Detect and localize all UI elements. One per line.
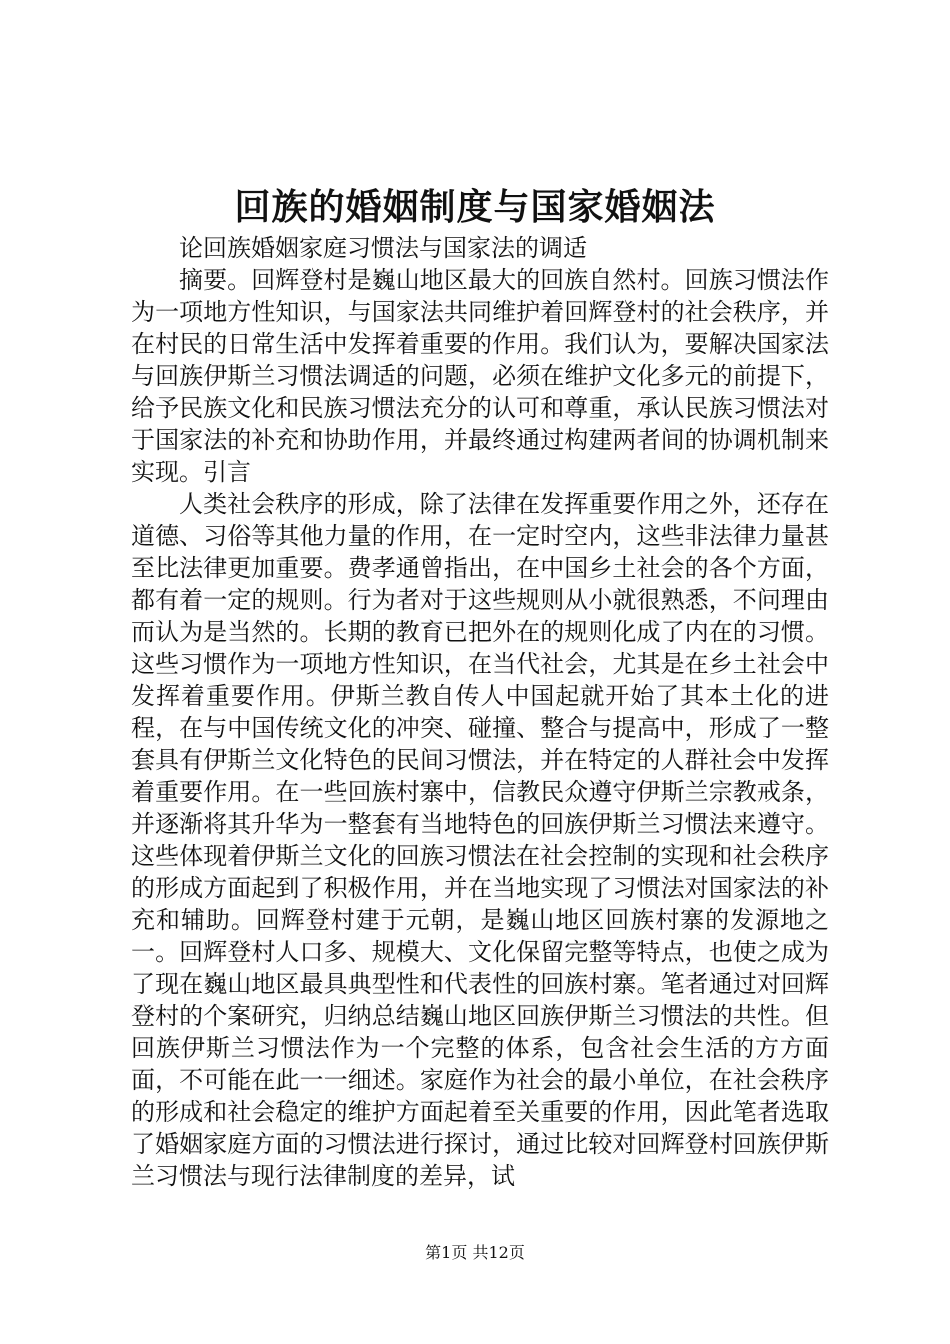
document-body xyxy=(131,232,829,1192)
document-title: 回族的婚姻制度与国家婚姻法 xyxy=(234,187,716,228)
page-total: 共12页 xyxy=(472,1243,525,1262)
page-footer xyxy=(0,1242,950,1264)
page-number: 第1页 xyxy=(425,1243,468,1262)
subtitle-paragraph: 论回族婚姻家庭习惯法与国家法的调适 xyxy=(179,234,587,262)
body-paragraph: 人类社会秩序的形成，除了法律在发挥重要作用之外，还存在道德、习俗等其他力量的作用，在一定时空内，这些非法律力量甚至比法律更加重要。费孝通曾指出，在中国乡土社会的各个方面，都有着一定的规则。行为者对于这些规则从小就很熟悉，不问理由而认为是当然的。长期的教育已把外在的规则化成了内在的习惯。这些习惯作为一项地方性知识，在当代社会，尤其是在乡土社会中发挥着重要作用。伊斯兰教自传人中国起就开始了其本土化的进程，在与中国传统文化的冲突、碰撞、整合与提高中，形成了一整套具有伊斯兰文化特色的民间习惯法，并在特定的人群社会中发挥着重要作用。在一些回族村寨中，信教民众遵守伊斯兰宗教戒条，并逐渐将其升华为一整套有当地特色的回族伊斯兰习惯法来遵守。这些体现着伊斯兰文化的回族习惯法在社会控制的实现和社会秩序的形成方面起到了积极作用，并在当地实现了习惯法对国家法的补充和辅助。回辉登村建于元朝，是巍山地区回族村寨的发源地之一。回辉登村人口多、规模大、文化保留完整等特点，也使之成为了现在巍山地区最具典型性和代表性的回族村寨。笔者通过对回辉登村的个案研究，归纳总结巍山地区回族伊斯兰习惯法的共性。但回族伊斯兰习惯法作为一个完整的体系，包含社会生活的方方面面，不可能在此一一细述。家庭作为社会的最小单位，在社会秩序的形成和社会稳定的维护方面起着至关重要的作用，因此笔者选取了婚姻家庭方面的习惯法进行探讨，通过比较对回辉登村回族伊斯兰习惯法与现行法律制度的差异，试 xyxy=(131,490,829,1190)
abstract-paragraph: 摘要。回辉登村是巍山地区最大的回族自然村。回族习惯法作为一项地方性知识，与国家法共同维护着回辉登村的社会秩序，并在村民的日常生活中发挥着重要的作用。我们认为，要解决国家法与回族伊斯兰习惯法调适的问题，必须在维护文化多元的前提下，给予民族文化和民族习惯法充分的认可和尊重，承认民族习惯法对于国家法的补充和协助作用，并最终通过构建两者间的协调机制来实现。引言 xyxy=(131,266,829,486)
